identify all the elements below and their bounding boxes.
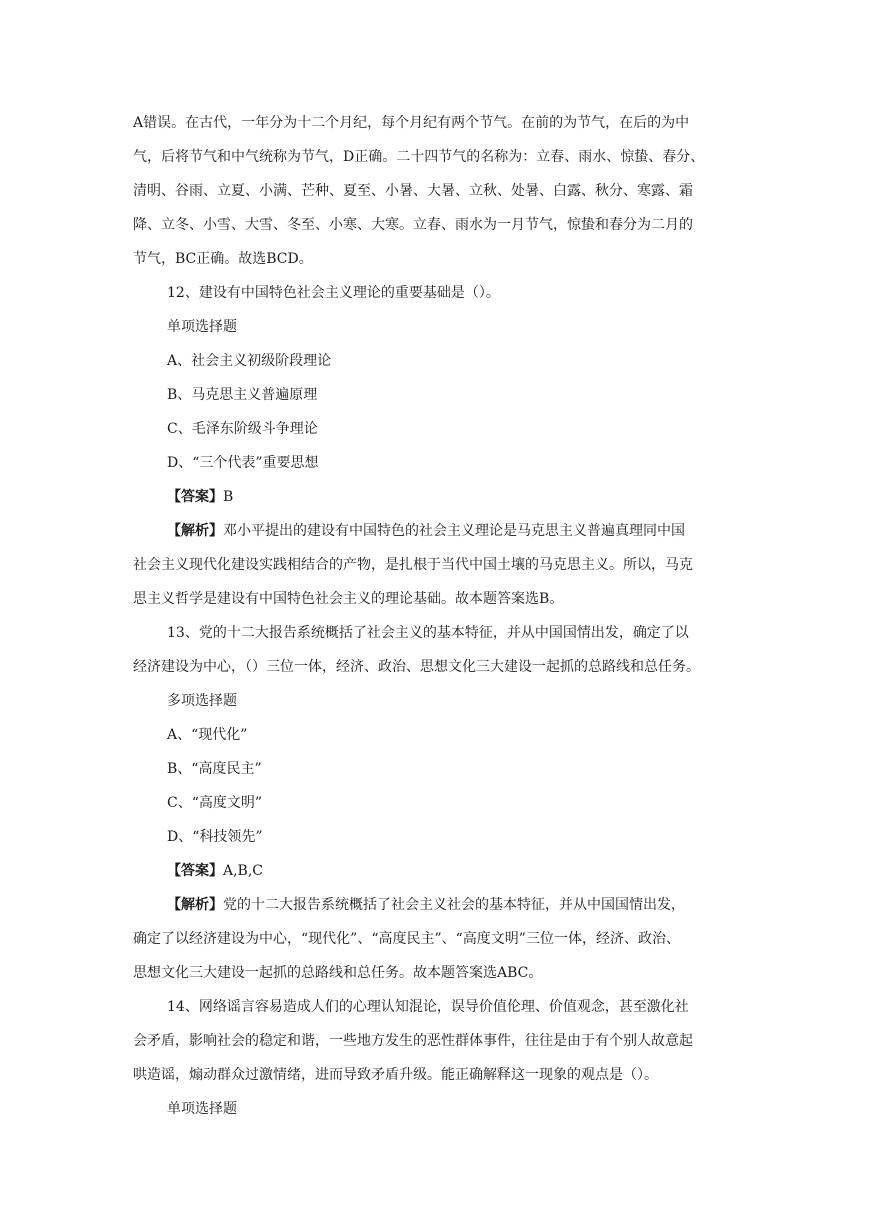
question-12: 12、建设有中国特色社会主义理论的重要基础是（）。 [167, 285, 500, 301]
option-c: C、毛泽东阶级斗争理论 [167, 421, 318, 437]
text-line: 14、网络谣言容易造成人们的心理认知混论，误导价值伦理、价值观念，甚至激化社 [167, 999, 689, 1015]
question-13 [133, 616, 739, 684]
text-line: 【解析】党的十二大报告系统概括了社会主义社会的基本特征，并从中国国情出发， [167, 897, 685, 913]
option-d: D、“科技领先” [167, 829, 263, 845]
analysis-paragraph [133, 888, 739, 990]
option-a: A、“现代化” [167, 727, 248, 743]
answer-value: B [223, 489, 234, 505]
paragraph-q11-analysis-continued [133, 106, 739, 276]
question-type: 多项选择题 [167, 693, 237, 709]
answer-line [133, 480, 739, 514]
text-line: 经济建设为中心，（）三位一体，经济、政治、思想文化三大建设一起抓的总路线和总任务。 [133, 659, 700, 675]
answer-tag: 【答案】 [167, 489, 223, 505]
text-line: 【解析】邓小平提出的建设有中国特色的社会主义理论是马克思主义普遍真理同中国 [167, 523, 685, 539]
answer-value: A,B,C [223, 863, 264, 879]
answer-tag: 【答案】 [167, 863, 223, 879]
text-line: 13、党的十二大报告系统概括了社会主义的基本特征，并从中国国情出发，确定了以 [167, 625, 689, 641]
text-line: 思想文化三大建设一起抓的总路线和总任务。故本题答案选ABC。 [133, 965, 543, 981]
text-line: 降、立冬、小雪、大雪、冬至、小寒、大寒。立春、雨水为一月节气，惊蛰和春分为二月的 [133, 217, 693, 233]
option-b: B、马克思主义普遍原理 [167, 387, 318, 403]
text-line: 节气，BC正确。故选BCD。 [133, 251, 313, 267]
text-line: A错误。在古代，一年分为十二个月纪，每个月纪有两个节气。在前的为节气，在后的为中 [133, 115, 690, 131]
text-line: 确定了以经济建设为中心，“现代化”、“高度民主”、“高度文明”三位一体，经济、政治、 [133, 931, 680, 947]
option-d: D、“三个代表”重要思想 [167, 455, 319, 471]
analysis-paragraph [133, 514, 739, 616]
text-line: 气，后将节气和中气统称为节气，D正确。二十四节气的名称为：立春、雨水、惊蛰、春分、 [133, 149, 705, 165]
option-a: A、社会主义初级阶段理论 [167, 353, 332, 369]
analysis-tag: 【解析】 [167, 523, 223, 539]
question-type: 单项选择题 [167, 319, 237, 335]
text-line: 社会主义现代化建设实践相结合的产物，是扎根于当代中国土壤的马克思主义。所以，马克 [133, 557, 693, 573]
question-type: 单项选择题 [167, 1101, 237, 1117]
option-b: B、“高度民主” [167, 761, 262, 777]
text-line: 会矛盾，影响社会的稳定和谐，一些地方发生的恶性群体事件，往往是由于有个别人故意起 [133, 1033, 693, 1049]
answer-line [133, 854, 739, 888]
text-line: 清明、谷雨、立夏、小满、芒种、夏至、小暑、大暑、立秋、处暑、白露、秋分、寒露、霜 [133, 183, 693, 199]
text-line: 哄造谣，煽动群众过激情绪，进而导致矛盾升级。能正确解释这一现象的观点是（）。 [133, 1067, 658, 1083]
analysis-tag: 【解析】 [167, 897, 223, 913]
option-c: C、“高度文明” [167, 795, 263, 811]
document-page [133, 106, 739, 1126]
text-line: 思主义哲学是建设有中国特色社会主义的理论基础。故本题答案选B。 [133, 591, 564, 607]
question-14 [133, 990, 739, 1092]
